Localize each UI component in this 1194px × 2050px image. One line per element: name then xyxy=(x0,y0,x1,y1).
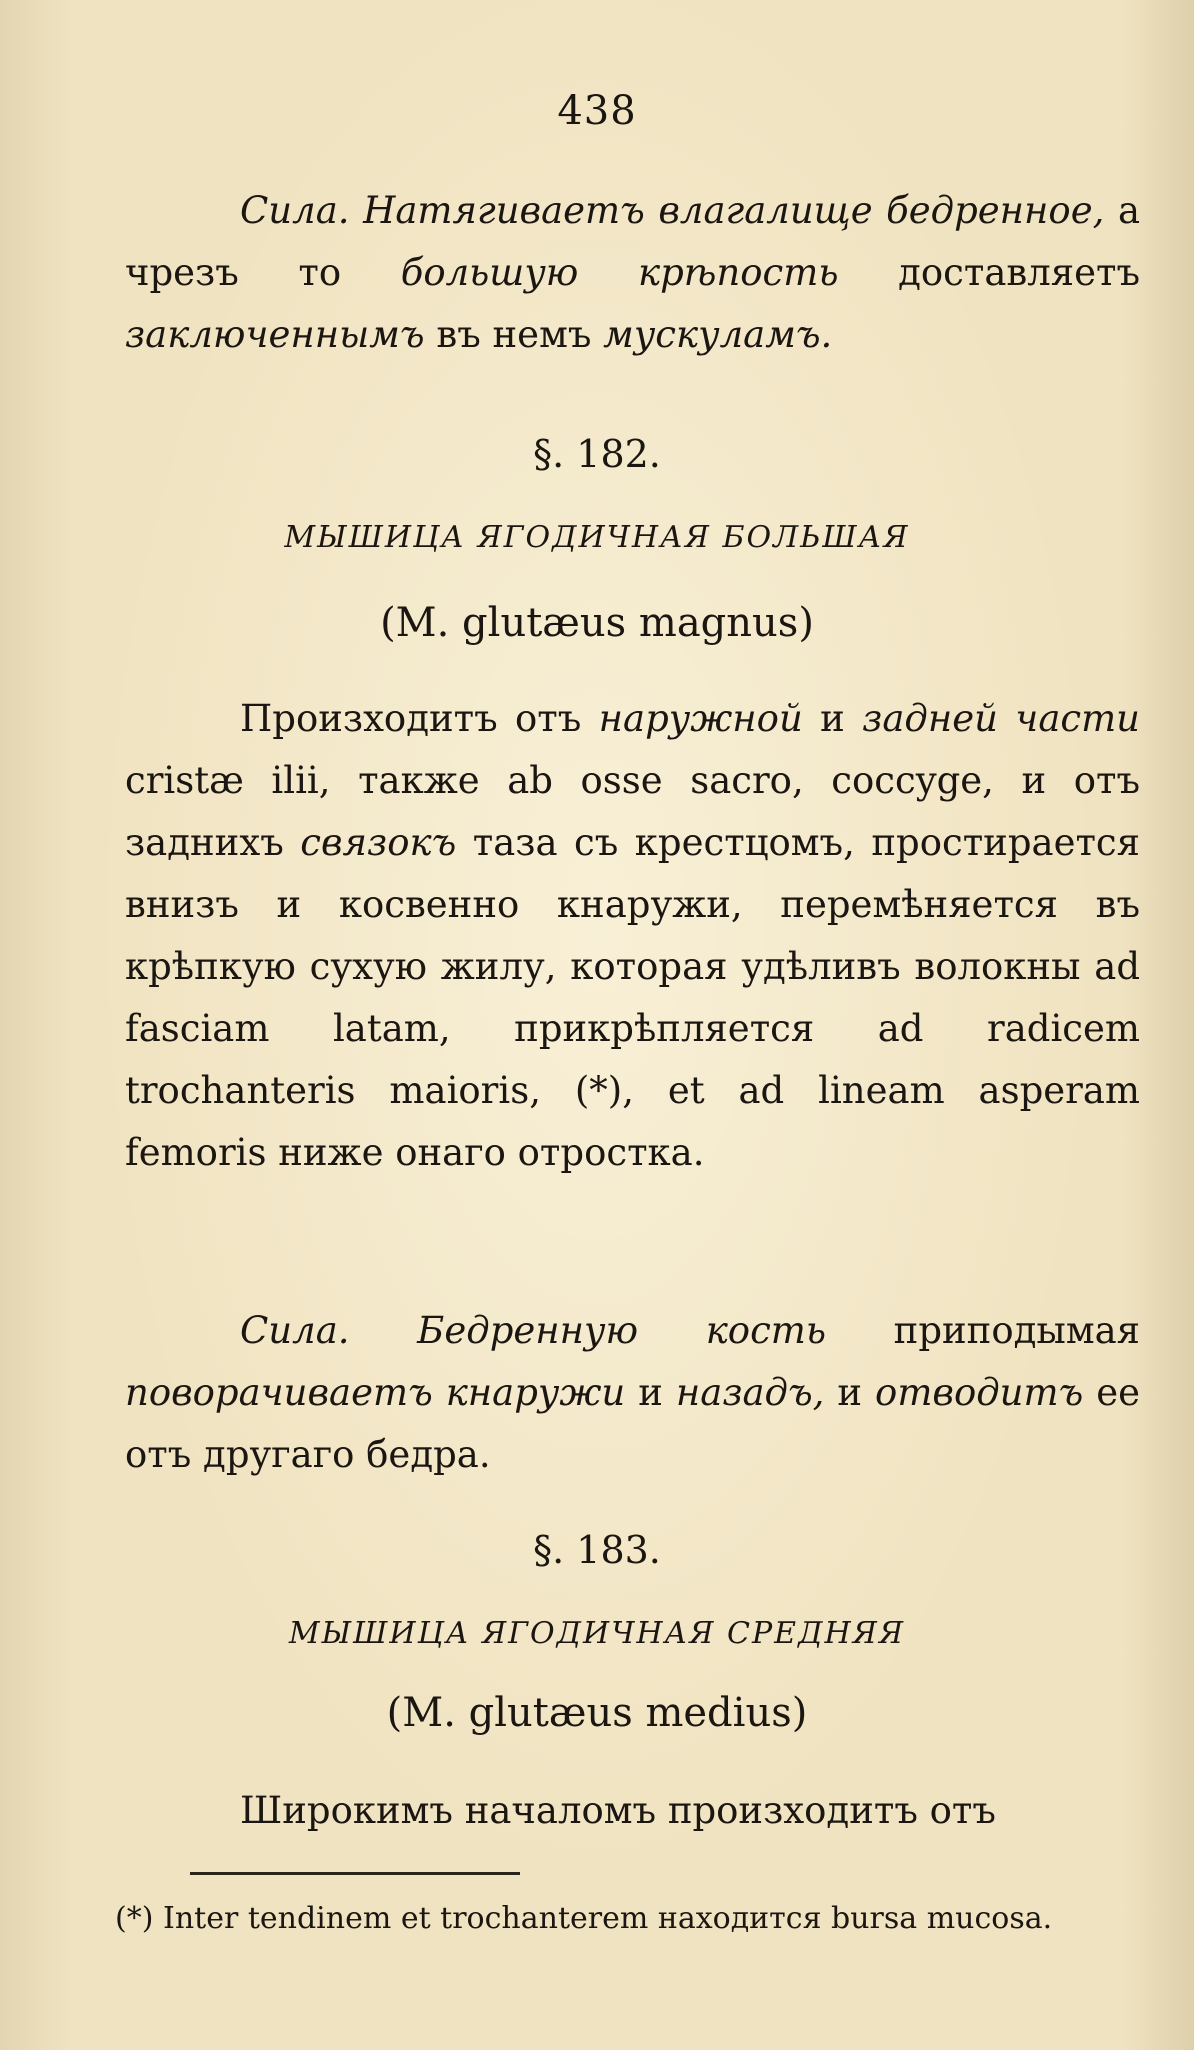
text-span: приподымая xyxy=(893,1309,1141,1352)
text-span: Широкимъ началомъ произходитъ отъ xyxy=(240,1789,996,1832)
text-span: большую крѣпость xyxy=(400,251,839,294)
latin-name-182: (M. glutæus magnus) xyxy=(380,600,814,646)
text-span: наружной xyxy=(598,697,803,740)
text-span: поворачиваетъ кнаружи xyxy=(125,1371,626,1414)
text-span: мускуламъ. xyxy=(603,313,833,356)
footnote-rule xyxy=(190,1872,520,1875)
latin-name-183: (M. glutæus medius) xyxy=(386,1690,808,1736)
text-span: Бедренную кость xyxy=(417,1309,827,1352)
footnote-text: Inter tendinem et trochanterem находится bursa mucosa. xyxy=(162,1901,1053,1936)
text-span: и xyxy=(820,697,845,740)
footnote-marker: (*) xyxy=(115,1901,154,1936)
text-span: назадъ, xyxy=(675,1371,825,1414)
muscle-title-183: МЫШИЦА ЯГОДИЧНАЯ СРЕДНЯЯ xyxy=(288,1616,906,1651)
section-heading-183: §. 183. xyxy=(533,1528,661,1572)
text-span: доставляетъ xyxy=(898,251,1140,294)
section-heading-182: §. 182. xyxy=(533,432,661,476)
paragraph-origin-182 xyxy=(125,688,1140,1184)
text-span: ее отъ другаго бедра. xyxy=(125,1371,1141,1476)
muscle-title-182: МЫШИЦА ЯГОДИЧНАЯ БОЛЬШАЯ xyxy=(284,520,910,555)
force-label: Сила. xyxy=(240,1309,350,1352)
text-span: Натягиваетъ влагалище бедренное, xyxy=(363,189,1105,232)
text-span: и xyxy=(638,1371,663,1414)
page-number: 438 xyxy=(557,88,637,134)
paragraph-force-1 xyxy=(125,180,1140,366)
text-span: Произходитъ отъ xyxy=(240,697,582,740)
text-span: таза съ крестцомъ, простирается внизъ и косвенно кнаружи, перемѣняется въ крѣпкую сухую жилу, которая удѣливъ волокны ad fasciam latam, прикрѣпляется ad radicem trochanteris maioris, (*), et ad lineam asperam femoris ниже онаго отростка. xyxy=(125,821,1141,1174)
paragraph-origin-183 xyxy=(125,1780,1140,1842)
text-span: cristæ ilii, также ab osse sacro, coccyge, и отъ заднихъ xyxy=(125,759,1140,864)
paragraph-force-2 xyxy=(125,1300,1140,1486)
text-span: отводитъ xyxy=(875,1371,1084,1414)
text-span: заключеннымъ xyxy=(125,313,425,356)
text-span: задней части xyxy=(862,697,1141,740)
force-label: Сила. xyxy=(240,189,350,232)
text-span: и xyxy=(837,1371,863,1414)
text-span: а чрезъ то xyxy=(125,189,1140,294)
text-span: въ немъ xyxy=(436,313,592,356)
text-span: связокъ xyxy=(300,821,457,864)
footnote xyxy=(115,1892,1145,1946)
